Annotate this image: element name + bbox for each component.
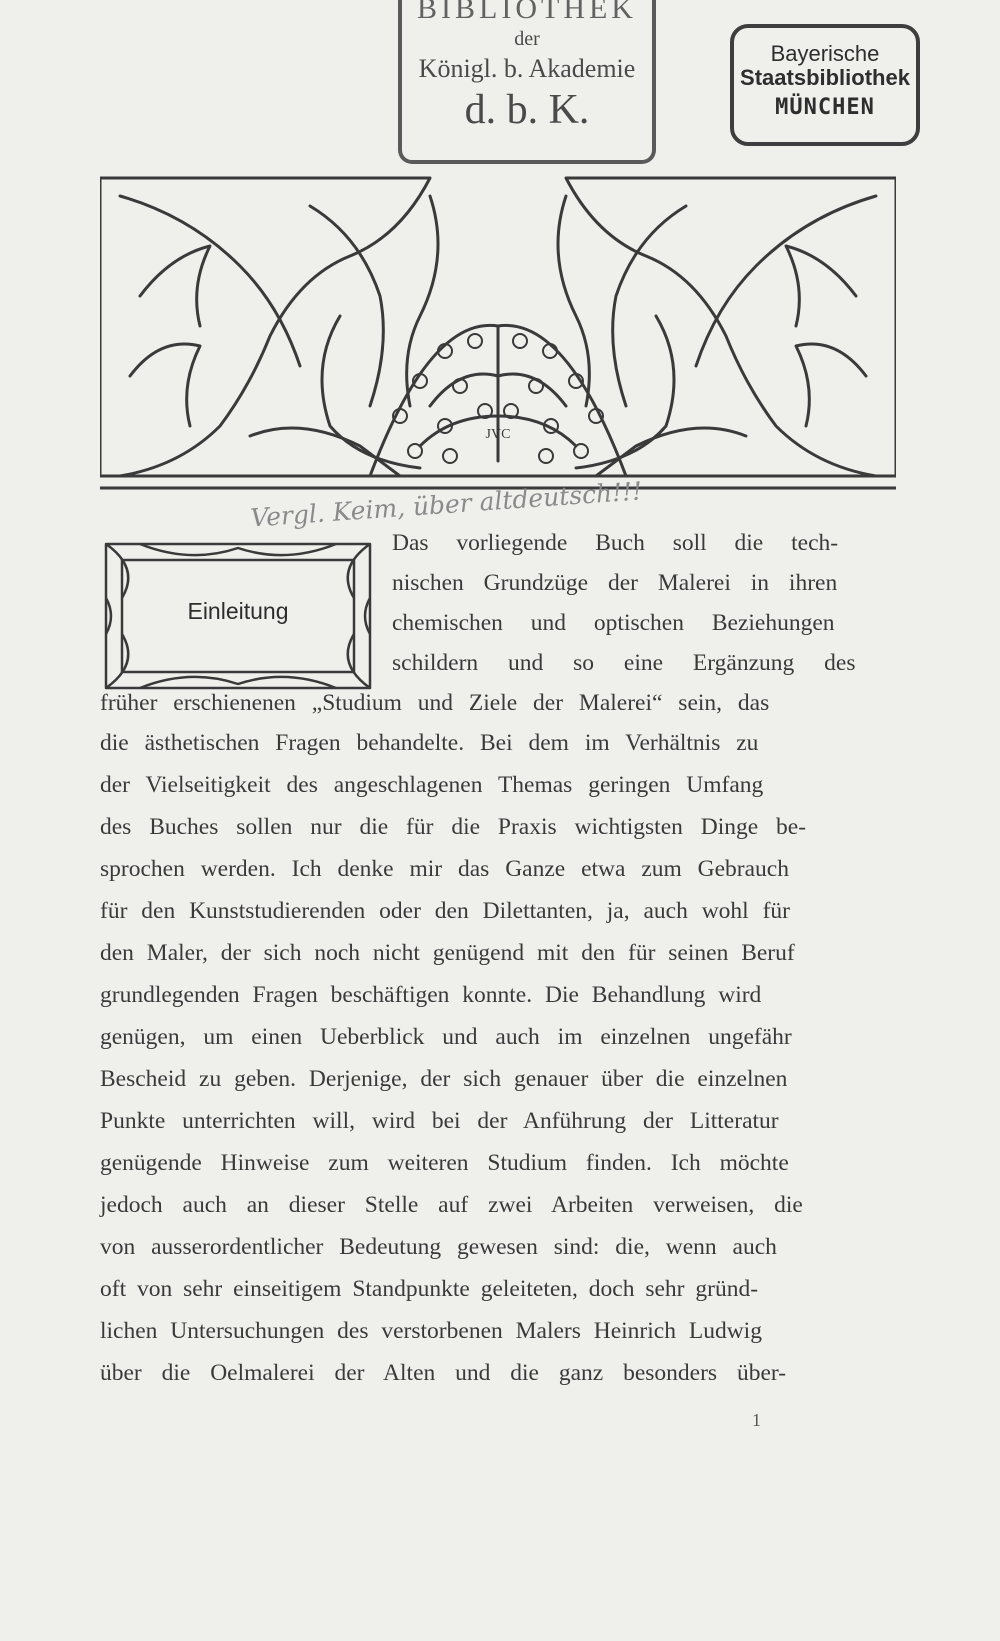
body-line-14: Bescheid zu geben. Derjenige, der sich genauer über die einzelnen [100, 1066, 788, 1092]
body-line-20: lichen Untersuchungen des verstorbenen Malers Heinrich Ludwig [100, 1318, 762, 1344]
bsb-stamp-line3: MÜNCHEN [775, 95, 875, 120]
bsb-stamp-line1: Bayerische [770, 41, 880, 66]
bsb-stamp-line2: Staatsbibliothek [740, 65, 910, 90]
library-stamp-line1: BIBLIOTHEK [417, 0, 637, 25]
body-line-13: genügen, um einen Ueberblick und auch im einzelnen ungefähr [100, 1024, 792, 1050]
body-line-7: der Vielseitigkeit des angeschlagenen Themas geringen Umfang [100, 772, 764, 798]
body-line-5: früher erschienenen „Studium und Ziele der Malerei“ sein, das [100, 690, 770, 716]
body-line-17: jedoch auch an dieser Stelle auf zwei Arbeiten verweisen, die [100, 1192, 803, 1218]
body-line-2: nischen Grundzüge der Malerei in ihren [392, 570, 838, 596]
body-line-6: die ästhetischen Fragen behandelte. Bei dem im Verhältnis zu [100, 730, 759, 756]
chapter-title: Einleitung [187, 598, 289, 624]
body-line-3: chemischen und optischen Beziehungen [392, 610, 835, 636]
library-stamp-line2: der [514, 28, 540, 50]
body-line-12: grundlegenden Fragen beschäftigen konnte. Die Behandlung wird [100, 982, 762, 1008]
art-nouveau-headpiece [100, 176, 896, 490]
body-line-18: von ausserordentlicher Bedeutung gewesen sind: die, wenn auch [100, 1234, 777, 1260]
body-line-21: über die Oelmalerei der Alten und die ganz besonders über- [100, 1360, 787, 1386]
body-line-19: oft von sehr einseitigem Standpunkte geleiteten, doch sehr gründ- [100, 1276, 759, 1302]
library-stamp-line4: d. b. K. [464, 87, 590, 133]
body-line-9: sprochen werden. Ich denke mir das Ganze etwa zum Gebrauch [100, 856, 789, 882]
body-line-1: Das vorliegende Buch soll die tech- [392, 530, 839, 556]
body-line-4: schildern und so eine Ergänzung des [392, 650, 856, 676]
page-number: 1 [752, 1410, 761, 1430]
body-line-15: Punkte unterrichten will, wird bei der Anführung der Litteratur [100, 1108, 779, 1134]
library-stamp [398, 0, 656, 164]
body-line-8: des Buches sollen nur die für die Praxis wichtigsten Dinge be- [100, 814, 807, 840]
handwritten-note: Vergl. Keim, über altdeutsch!!! [249, 476, 644, 533]
library-stamp-line3: Königl. b. Akademie [418, 54, 636, 83]
body-line-11: den Maler, der sich noch nicht genügend mit den für seinen Beruf [100, 940, 795, 966]
ornament-monogram: JVC [485, 427, 511, 442]
bsb-stamp [730, 24, 920, 146]
body-line-16: genügende Hinweise zum weiteren Studium finden. Ich möchte [100, 1150, 789, 1176]
body-line-10: für den Kunststudierenden oder den Dilettanten, ja, auch wohl für [100, 898, 790, 924]
